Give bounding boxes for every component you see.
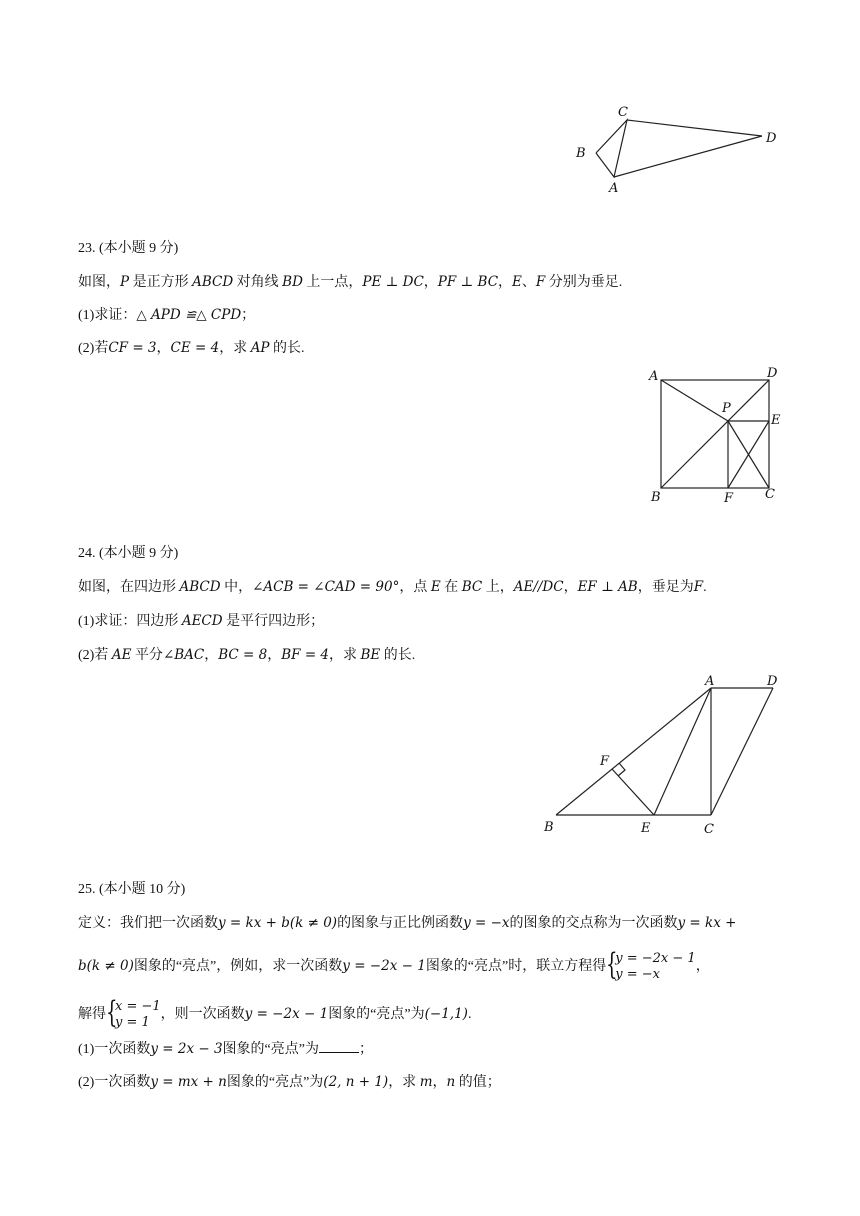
point-label-a: A: [609, 181, 619, 196]
point-label-c: C: [704, 822, 714, 837]
q25-header: 25. (本小题 10 分): [78, 882, 186, 897]
q23-part2: (2)若CF = 3，CE = 4，求 AP 的长.: [78, 340, 305, 356]
q24-part2: (2)若 AE 平分∠BAC，BC = 8，BF = 4，求 BE 的长.: [78, 647, 416, 663]
point-label-f: F: [724, 491, 734, 506]
q25-solution-line: 解得 { x = −1 y = 1 ，则一次函数y = −2x − 1图象的“亮点”为(−1,1).: [78, 995, 472, 1030]
q23-stem: 如图，P 是正方形 ABCD 对角线 BD 上一点，PE ⊥ DC，PF ⊥ BC，E、F 分别为垂足.: [78, 274, 623, 290]
q24-part1: (1)求证：四边形 AECD 是平行四边形；: [78, 613, 325, 629]
point-label-p: P: [722, 401, 731, 416]
q23-part1: (1)求证：△ APD ≌△ CPD；: [78, 307, 256, 323]
point-label-e: E: [641, 821, 651, 836]
point-label-c: C: [765, 487, 775, 502]
point-label-a: A: [649, 369, 659, 384]
q25-definition-line1: 定义：我们把一次函数y = kx + b(k ≠ 0)的图象与正比例函数y = −x的图象的交点称为一次函数y = kx +: [78, 915, 737, 931]
point-label-e: E: [771, 413, 781, 428]
point-label-b: B: [651, 490, 661, 505]
point-label-d: D: [766, 131, 777, 146]
equation-system-2: { x = −1 y = 1: [106, 995, 161, 1030]
q25-part2: (2)一次函数y = mx + n图象的“亮点”为(2, n + 1)，求 m，n 的值；: [78, 1074, 501, 1090]
point-label-f: F: [600, 754, 610, 769]
q24-header: 24. (本小题 9 分): [78, 546, 179, 561]
point-label-b: B: [544, 820, 554, 835]
q24-stem: 如图，在四边形 ABCD 中，∠ACB = ∠CAD = 90°，点 E 在 BC 上，AE//DC，EF ⊥ AB，垂足为F.: [78, 579, 707, 595]
answer-blank[interactable]: [319, 1040, 359, 1053]
point-label-b: B: [576, 146, 586, 161]
point-label-a: A: [705, 674, 715, 689]
point-label-c: C: [618, 105, 628, 120]
equation-system-1: { y = −2x − 1 y = −x: [606, 947, 696, 982]
point-label-d: D: [767, 674, 778, 689]
q25-part1: (1)一次函数y = 2x − 3图象的“亮点”为 ；: [78, 1041, 373, 1057]
point-label-d: D: [767, 366, 778, 381]
q25-definition-line2: b(k ≠ 0)图象的“亮点”，例如，求一次函数y = −2x − 1图象的“亮点”时，联立方程得 { y = −2x − 1 y = −x ，: [78, 947, 710, 982]
q23-header: 23. (本小题 9 分): [78, 241, 179, 256]
